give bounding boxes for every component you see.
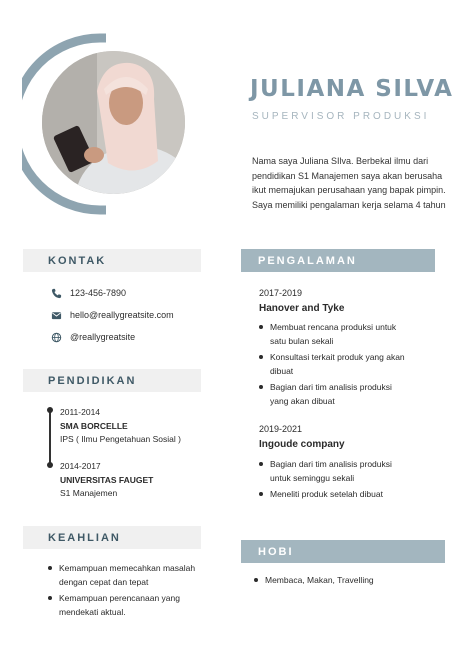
contact-email: [50, 309, 174, 321]
experience-heading: [241, 249, 435, 272]
list-item: Kemampuan memecahkan masalah dengan cepat dan tepat: [44, 561, 204, 589]
hobby-heading-label: HOBI: [258, 545, 294, 558]
job-period: 2017-2019: [259, 288, 303, 298]
timeline-line: [49, 410, 51, 467]
job-duties: [255, 457, 405, 503]
hobby-heading: [241, 540, 445, 563]
contact-web: [50, 331, 135, 343]
candidate-name: JULIANA SILVA: [250, 76, 454, 102]
contact-heading: [23, 249, 201, 272]
skills-list: [44, 561, 204, 621]
education-period: 2011-2014: [60, 407, 101, 417]
about-text: Nama saya Juliana SIlva. Berbekal ilmu dari pendidikan S1 Manajemen saya akan berusaha ikut memajukan perusahaan yang bapak pimpin. Saya memiliki pengalaman kerja selama 4 tahun: [252, 156, 446, 210]
phone-icon: [50, 287, 62, 299]
list-item: Membuat rencana produksi untuk satu bulan sekali: [255, 320, 405, 348]
education-major: S1 Manajemen: [60, 488, 118, 498]
job-company: Ingoude company: [259, 439, 345, 450]
education-school: UNIVERSITAS FAUGET: [60, 474, 154, 485]
list-item: Konsultasi terkait produk yang akan dibuat: [255, 350, 405, 378]
list-item: Bagian dari tim analisis produksi untuk seminggu sekali: [255, 457, 405, 485]
job-company: Hanover and Tyke: [259, 303, 345, 314]
education-heading-label: PENDIDIKAN: [48, 374, 137, 387]
skills-heading-label: KEAHLIAN: [48, 531, 121, 544]
contact-phone-value: 123-456-7890: [70, 288, 127, 298]
contact-web-value: @reallygreatsite: [70, 332, 136, 342]
experience-heading-label: PENGALAMAN: [258, 254, 357, 267]
education-item: [60, 460, 153, 501]
job-duties: [255, 320, 405, 410]
education-major: IPS ( Ilmu Pengetahuan Sosial ): [60, 434, 181, 444]
timeline-dot: [47, 462, 53, 468]
education-period: 2014-2017: [60, 461, 101, 471]
profile-photo: [42, 51, 185, 194]
timeline-dot: [47, 407, 53, 413]
list-item: Membaca, Makan, Travelling: [250, 573, 440, 587]
education-school: SMA BORCELLE: [60, 420, 128, 431]
globe-icon: [50, 331, 62, 343]
candidate-role: SUPERVISOR PRODUKSI: [252, 111, 430, 122]
contact-heading-label: KONTAK: [48, 254, 107, 267]
list-item: Bagian dari tim analisis produksi yang akan dibuat: [255, 380, 405, 408]
job-period: 2019-2021: [259, 424, 303, 434]
contact-email-value: hello@reallygreatsite.com: [70, 310, 174, 320]
list-item: Kemampuan perencanaan yang mendekati aktual.: [44, 591, 204, 619]
education-heading: [23, 369, 201, 392]
list-item: Meneliti produk setelah dibuat: [255, 487, 405, 501]
mail-icon: [50, 309, 62, 321]
hobby-list: [250, 573, 440, 589]
education-item: [60, 406, 181, 447]
skills-heading: [23, 526, 201, 549]
contact-phone: [50, 287, 126, 299]
